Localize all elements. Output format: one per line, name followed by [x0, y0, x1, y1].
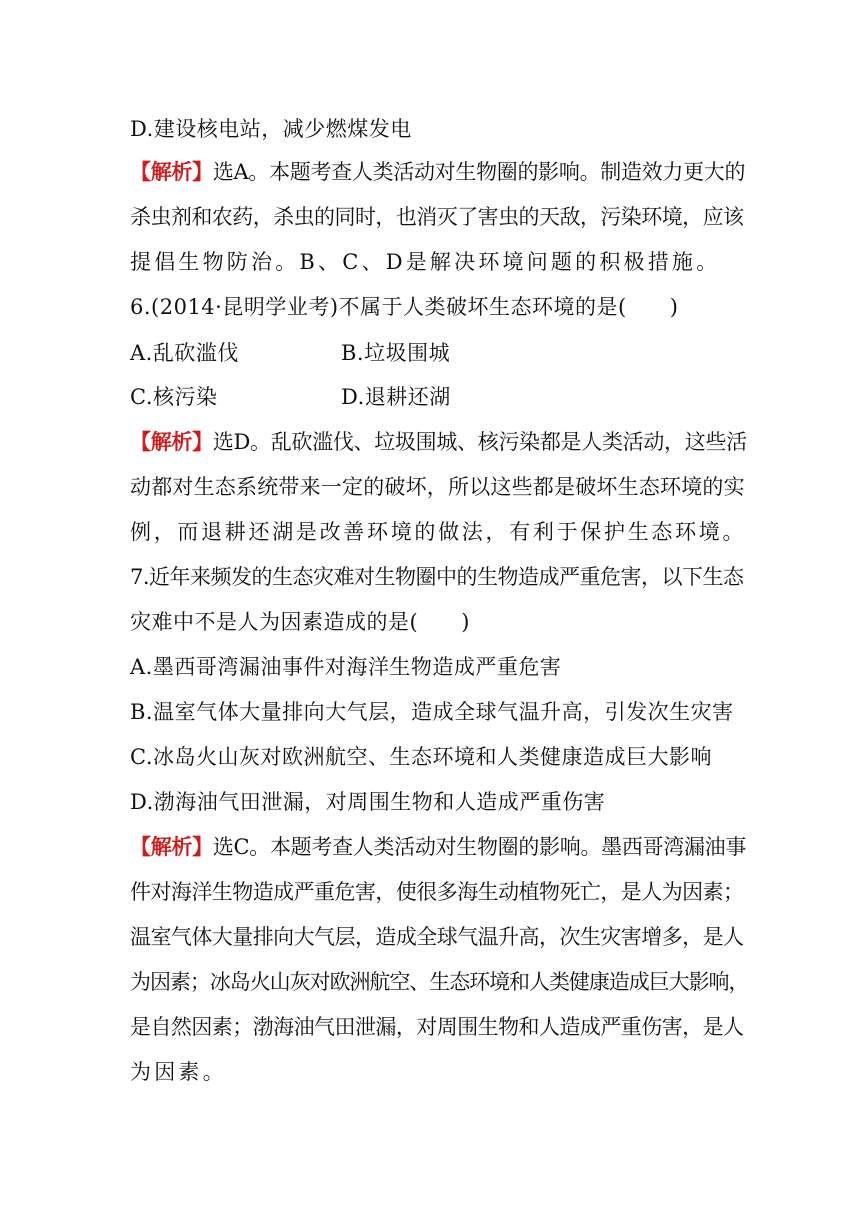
- q7-analysis-tag: 【解析】: [130, 834, 213, 859]
- q5-analysis-line-1: [130, 157, 750, 187]
- q7-analysis-text-1: 选C。本题考查人类活动对生物圈的影响。墨西哥湾漏油事: [212, 835, 747, 859]
- q6-stem: 6.(2014·昆明学业考)不属于人类破坏生态环境的是( ): [130, 295, 679, 319]
- q6-option-b: B.垃圾围城: [341, 341, 451, 365]
- q7-option-c: C.冰岛火山灰对欧洲航空、生态环境和人类健康造成巨大影响: [130, 745, 712, 769]
- q6-option-a: A.乱砍滥伐: [130, 341, 239, 365]
- q7-analysis-line-2: 件对海洋生物造成严重危害，使很多海生动植物死亡，是人为因素；: [130, 880, 744, 904]
- q5-analysis-line-2: 杀虫剂和农药，杀虫的同时，也消灭了害虫的天敌，污染环境，应该: [130, 205, 744, 229]
- q5-analysis-text-1: 选A。本题考查人类活动对生物圈的影响。制造效力更大的: [212, 160, 746, 184]
- q7-stem-line-2: 灾难中不是人为因素造成的是( ): [130, 610, 470, 634]
- q7-stem-line-1: 7.近年来频发的生态灾难对生物圈中的生物造成严重危害，以下生态: [130, 565, 744, 589]
- q6-analysis-text-1: 选D。乱砍滥伐、垃圾围城、核污染都是人类活动，这些活: [212, 430, 747, 454]
- q7-analysis-line-3: 温室气体大量排向大气层，造成全球气温升高，次生灾害增多，是人: [130, 925, 744, 949]
- q6-option-d: D.退耕还湖: [341, 385, 451, 409]
- q6-option-c: C.核污染: [130, 385, 218, 409]
- q6-analysis-line-2: 动都对生态系统带来一定的破坏，所以这些都是破坏生态环境的实: [130, 475, 745, 499]
- q7-option-d: D.渤海油气田泄漏，对周围生物和人造成严重伤害: [130, 790, 606, 814]
- q6-options-row-2: [130, 382, 750, 412]
- q7-option-a: A.墨西哥湾漏油事件对海洋生物造成严重危害: [130, 655, 562, 679]
- q6-analysis-line-3: 例，而退耕还湖是改善环境的做法，有利于保护生态环境。: [130, 520, 747, 544]
- q7-analysis-line-4: 为因素；冰岛火山灰对欧洲航空、生态环境和人类健康造成巨大影响，: [130, 970, 749, 994]
- q7-analysis-line-1: [130, 832, 750, 862]
- q5-option-d: D.建设核电站，减少燃煤发电: [130, 117, 412, 141]
- q7-analysis-line-6: 为因素。: [130, 1060, 227, 1084]
- q7-analysis-line-5: 是自然因素；渤海油气田泄漏，对周围生物和人造成严重伤害，是人: [130, 1015, 744, 1039]
- q6-options-row-1: [130, 338, 750, 368]
- q5-analysis-line-3: 提倡生物防治。B、C、D是解决环境问题的积极措施。: [130, 250, 721, 274]
- q5-analysis-tag: 【解析】: [130, 159, 213, 184]
- q6-analysis-tag: 【解析】: [130, 429, 213, 454]
- q6-analysis-line-1: [130, 427, 750, 457]
- q7-option-b: B.温室气体大量排向大气层，造成全球气温升高，引发次生灾害: [130, 700, 734, 724]
